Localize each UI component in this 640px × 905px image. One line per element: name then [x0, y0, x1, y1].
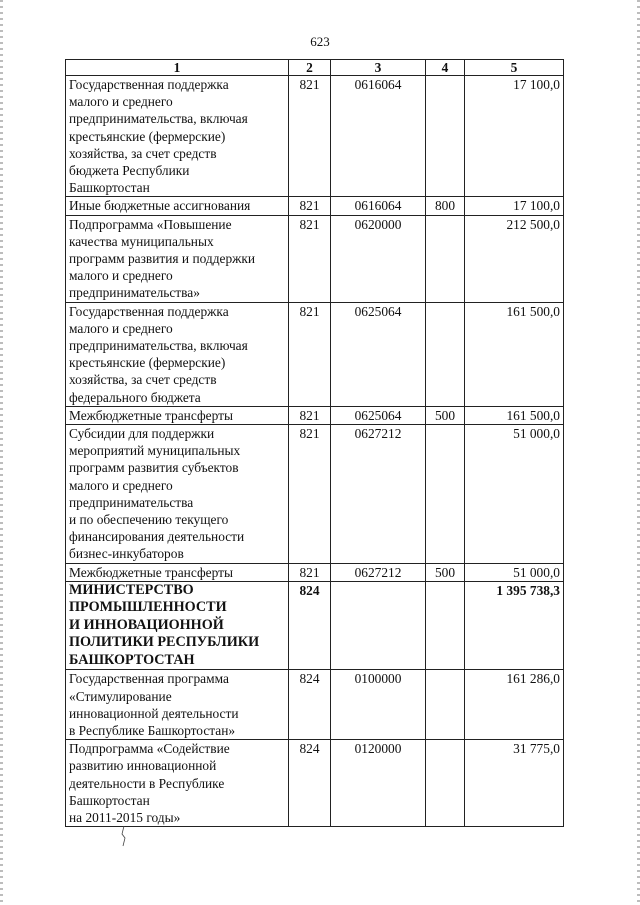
name-cell: Межбюджетные трансферты: [66, 406, 289, 424]
table-row: [66, 302, 564, 406]
scan-left-edge: [0, 0, 3, 905]
amount-cell: 51 000,0: [465, 425, 564, 564]
table-row: [66, 406, 564, 424]
code-cell: 821: [289, 406, 331, 424]
csr-cell: [331, 581, 426, 670]
csr-cell: 0627212: [331, 425, 426, 564]
table-row: [66, 563, 564, 581]
header-col-2: 2: [289, 60, 331, 76]
header-col-1: 1: [66, 60, 289, 76]
csr-cell: 0120000: [331, 740, 426, 827]
amount-cell: 17 100,0: [465, 197, 564, 215]
header-col-5: 5: [465, 60, 564, 76]
vr-cell: 500: [426, 406, 465, 424]
vr-cell: [426, 581, 465, 670]
name-cell: Подпрограмма «Повышение качества муниципальных программ развития и поддержки малого и среднего предпринимательства»: [66, 215, 289, 302]
code-cell: 824: [289, 740, 331, 827]
table-row: [66, 197, 564, 215]
csr-cell: 0625064: [331, 406, 426, 424]
header-col-4: 4: [426, 60, 465, 76]
code-cell: 821: [289, 197, 331, 215]
csr-cell: 0616064: [331, 197, 426, 215]
table-row: [66, 76, 564, 197]
table-row: [66, 740, 564, 827]
csr-cell: 0625064: [331, 302, 426, 406]
csr-cell: 0627212: [331, 563, 426, 581]
amount-cell: 1 395 738,3: [465, 581, 564, 670]
amount-cell: 212 500,0: [465, 215, 564, 302]
table-row: [66, 425, 564, 564]
code-cell: 824: [289, 581, 331, 670]
name-cell: МИНИСТЕРСТВО ПРОМЫШЛЕННОСТИ И ИННОВАЦИОННОЙ ПОЛИТИКИ РЕСПУБЛИКИ БАШКОРТОСТАН: [66, 581, 289, 670]
name-cell: Государственная поддержка малого и среднего предпринимательства, включая крестьянские (фермерские) хозяйства, за счет средств федерального бюджета: [66, 302, 289, 406]
code-cell: 824: [289, 670, 331, 740]
csr-cell: 0620000: [331, 215, 426, 302]
amount-cell: 161 286,0: [465, 670, 564, 740]
name-cell: Межбюджетные трансферты: [66, 563, 289, 581]
vr-cell: 800: [426, 197, 465, 215]
code-cell: 821: [289, 302, 331, 406]
vr-cell: [426, 740, 465, 827]
name-cell: Подпрограмма «Содействие развитию инновационной деятельности в Республике Башкортостан на 2011-2015 годы»: [66, 740, 289, 827]
vr-cell: [426, 670, 465, 740]
code-cell: 821: [289, 76, 331, 197]
csr-cell: 0616064: [331, 76, 426, 197]
csr-cell: 0100000: [331, 670, 426, 740]
name-cell: Государственная поддержка малого и среднего предпринимательства, включая крестьянские (фермерские) хозяйства, за счет средств бюджета Республики Башкортостан: [66, 76, 289, 197]
code-cell: 821: [289, 215, 331, 302]
page-number: 623: [310, 34, 330, 49]
pen-mark: [119, 826, 129, 856]
amount-cell: 161 500,0: [465, 302, 564, 406]
vr-cell: [426, 76, 465, 197]
header-row: [66, 60, 564, 76]
amount-cell: 17 100,0: [465, 76, 564, 197]
header-col-3: 3: [331, 60, 426, 76]
budget-table: [65, 59, 564, 827]
table-row: [66, 670, 564, 740]
table-row: [66, 581, 564, 670]
vr-cell: [426, 302, 465, 406]
amount-cell: 31 775,0: [465, 740, 564, 827]
vr-cell: [426, 215, 465, 302]
amount-cell: 161 500,0: [465, 406, 564, 424]
table-body: [66, 76, 564, 827]
vr-cell: 500: [426, 563, 465, 581]
vr-cell: [426, 425, 465, 564]
code-cell: 821: [289, 425, 331, 564]
code-cell: 821: [289, 563, 331, 581]
table-row: [66, 215, 564, 302]
name-cell: Государственная программа «Стимулирование инновационной деятельности в Республике Башкортостан»: [66, 670, 289, 740]
name-cell: Субсидии для поддержки мероприятий муниципальных программ развития субъектов малого и среднего предпринимательства и по обеспечению текущего финансирования деятельности бизнес-инкубаторов: [66, 425, 289, 564]
name-cell: Иные бюджетные ассигнования: [66, 197, 289, 215]
amount-cell: 51 000,0: [465, 563, 564, 581]
